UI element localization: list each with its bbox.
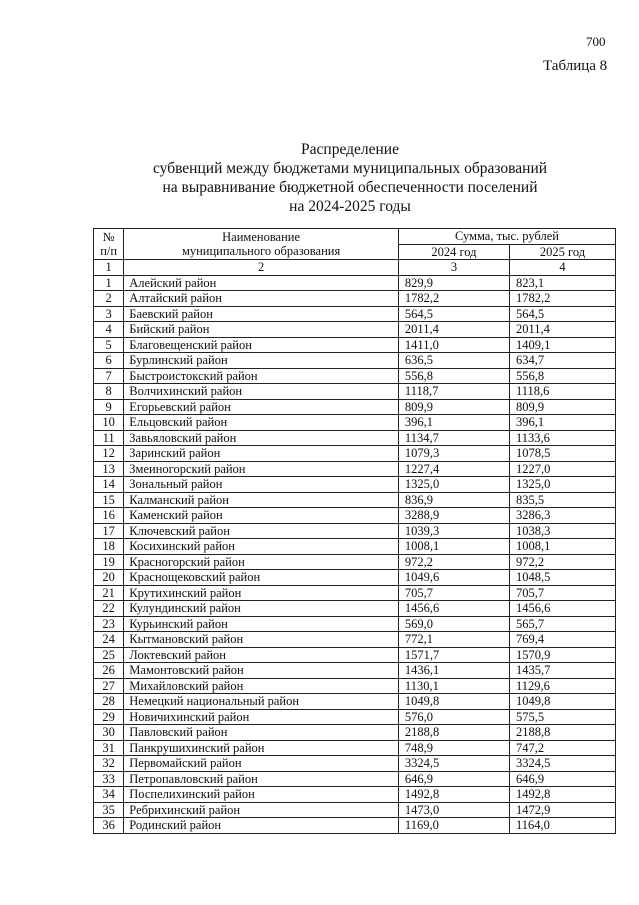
- municipality-name: Заринский район: [124, 446, 399, 462]
- municipality-name: Поспелихинский район: [124, 787, 399, 803]
- amount-2024: 2011,4: [398, 322, 509, 338]
- table-row: [94, 663, 616, 679]
- municipality-name: Змеиногорский район: [124, 461, 399, 477]
- table-row: [94, 399, 616, 415]
- table-row: [94, 601, 616, 617]
- header-number-line2: п/п: [100, 244, 118, 258]
- amount-2024: 748,9: [398, 740, 509, 756]
- amount-2024: 396,1: [398, 415, 509, 431]
- amount-2025: 1782,2: [509, 291, 615, 307]
- amount-2025: 564,5: [509, 306, 615, 322]
- row-number: 33: [94, 771, 124, 787]
- title-line: субвенций между бюджетами муниципальных образований: [152, 160, 548, 177]
- municipality-name: Егорьевский район: [124, 399, 399, 415]
- amount-2025: 1133,6: [509, 430, 615, 446]
- amount-2025: 769,4: [509, 632, 615, 648]
- table-row: [94, 430, 616, 446]
- amount-2024: 1411,0: [398, 337, 509, 353]
- amount-2024: 809,9: [398, 399, 509, 415]
- amount-2024: 1079,3: [398, 446, 509, 462]
- amount-2025: 1227,0: [509, 461, 615, 477]
- amount-2025: 1456,6: [509, 601, 615, 617]
- municipality-name: Первомайский район: [124, 756, 399, 772]
- amount-2025: 1078,5: [509, 446, 615, 462]
- header-name-line2: муниципального образования: [181, 244, 341, 258]
- row-number: 26: [94, 663, 124, 679]
- row-number: 2: [94, 291, 124, 307]
- header-name: [124, 229, 399, 260]
- table-row: [94, 539, 616, 555]
- municipality-name: Локтевский район: [124, 647, 399, 663]
- amount-2024: 1169,0: [398, 818, 509, 834]
- row-number: 25: [94, 647, 124, 663]
- amount-2024: 1571,7: [398, 647, 509, 663]
- municipality-name: Краснощековский район: [124, 570, 399, 586]
- amount-2025: 396,1: [509, 415, 615, 431]
- table-row: [94, 523, 616, 539]
- table-row: [94, 725, 616, 741]
- amount-2025: 2188,8: [509, 725, 615, 741]
- amount-2025: 1570,9: [509, 647, 615, 663]
- row-number: 20: [94, 570, 124, 586]
- amount-2025: 835,5: [509, 492, 615, 508]
- table-row: [94, 570, 616, 586]
- table-row: [94, 694, 616, 710]
- amount-2025: 823,1: [509, 275, 615, 291]
- amount-2025: 809,9: [509, 399, 615, 415]
- column-number: 1: [94, 260, 124, 276]
- row-number: 13: [94, 461, 124, 477]
- amount-2024: 1049,8: [398, 694, 509, 710]
- table-row: [94, 818, 616, 834]
- table-row: [94, 616, 616, 632]
- row-number: 19: [94, 554, 124, 570]
- row-number: 29: [94, 709, 124, 725]
- table-header: [94, 229, 616, 276]
- subvention-table: [93, 228, 616, 834]
- title-line: Распределение: [301, 141, 399, 158]
- amount-2024: 1456,6: [398, 601, 509, 617]
- municipality-name: Алтайский район: [124, 291, 399, 307]
- municipality-name: Бийский район: [124, 322, 399, 338]
- amount-2025: 1164,0: [509, 818, 615, 834]
- header-year-2024: 2024 год: [398, 244, 509, 260]
- row-number: 1: [94, 275, 124, 291]
- amount-2024: 1134,7: [398, 430, 509, 446]
- municipality-name: Баевский район: [124, 306, 399, 322]
- table-row: [94, 275, 616, 291]
- row-number: 27: [94, 678, 124, 694]
- amount-2024: 972,2: [398, 554, 509, 570]
- table-row: [94, 554, 616, 570]
- municipality-name: Каменский район: [124, 508, 399, 524]
- table-row: [94, 632, 616, 648]
- municipality-name: Панкрушихинский район: [124, 740, 399, 756]
- municipality-name: Волчихинский район: [124, 384, 399, 400]
- municipality-name: Бурлинский район: [124, 353, 399, 369]
- table-row: [94, 508, 616, 524]
- municipality-name: Михайловский район: [124, 678, 399, 694]
- page-number: 700: [586, 34, 606, 49]
- table-row: [94, 709, 616, 725]
- row-number: 9: [94, 399, 124, 415]
- municipality-name: Косихинский район: [124, 539, 399, 555]
- row-number: 12: [94, 446, 124, 462]
- municipality-name: Немецкий национальный район: [124, 694, 399, 710]
- amount-2024: 772,1: [398, 632, 509, 648]
- amount-2024: 3288,9: [398, 508, 509, 524]
- municipality-name: Завьяловский район: [124, 430, 399, 446]
- table-row: [94, 306, 616, 322]
- row-number: 7: [94, 368, 124, 384]
- municipality-name: Кытмановский район: [124, 632, 399, 648]
- amount-2025: 1008,1: [509, 539, 615, 555]
- amount-2025: 1409,1: [509, 337, 615, 353]
- header-year-2025: 2025 год: [509, 244, 615, 260]
- table-row: [94, 337, 616, 353]
- amount-2024: 564,5: [398, 306, 509, 322]
- amount-2025: 1492,8: [509, 787, 615, 803]
- amount-2024: 1492,8: [398, 787, 509, 803]
- row-number: 34: [94, 787, 124, 803]
- amount-2025: 1435,7: [509, 663, 615, 679]
- header-name-line1: Наименование: [222, 229, 301, 244]
- row-number: 6: [94, 353, 124, 369]
- row-number: 8: [94, 384, 124, 400]
- amount-2025: 1118,6: [509, 384, 615, 400]
- amount-2025: 1038,3: [509, 523, 615, 539]
- municipality-name: Алейский район: [124, 275, 399, 291]
- amount-2025: 1325,0: [509, 477, 615, 493]
- municipality-name: Павловский район: [124, 725, 399, 741]
- municipality-name: Новичихинский район: [124, 709, 399, 725]
- table-row: [94, 415, 616, 431]
- amount-2024: 1008,1: [398, 539, 509, 555]
- municipality-name: Крутихинский район: [124, 585, 399, 601]
- amount-2025: 972,2: [509, 554, 615, 570]
- amount-2024: 836,9: [398, 492, 509, 508]
- amount-2025: 705,7: [509, 585, 615, 601]
- row-number: 14: [94, 477, 124, 493]
- header-sum: Сумма, тыс. рублей: [398, 229, 615, 245]
- amount-2025: 565,7: [509, 616, 615, 632]
- municipality-name: Зональный район: [124, 477, 399, 493]
- header-number-line1: №: [102, 229, 115, 244]
- column-number: 4: [509, 260, 615, 276]
- municipality-name: Родинский район: [124, 818, 399, 834]
- amount-2024: 1325,0: [398, 477, 509, 493]
- amount-2025: 1472,9: [509, 802, 615, 818]
- amount-2024: 2188,8: [398, 725, 509, 741]
- table-row: [94, 647, 616, 663]
- amount-2025: 1048,5: [509, 570, 615, 586]
- row-number: 24: [94, 632, 124, 648]
- amount-2024: 1118,7: [398, 384, 509, 400]
- amount-2024: 576,0: [398, 709, 509, 725]
- table-row: [94, 477, 616, 493]
- table-row: [94, 446, 616, 462]
- amount-2024: 1473,0: [398, 802, 509, 818]
- table-row: [94, 756, 616, 772]
- amount-2025: 1049,8: [509, 694, 615, 710]
- row-number: 35: [94, 802, 124, 818]
- table-row: [94, 787, 616, 803]
- title-line: на выравнивание бюджетной обеспеченности поселений: [162, 179, 538, 196]
- amount-2024: 1039,3: [398, 523, 509, 539]
- row-number: 32: [94, 756, 124, 772]
- table-row: [94, 771, 616, 787]
- row-number: 3: [94, 306, 124, 322]
- table-row: [94, 678, 616, 694]
- municipality-name: Благовещенский район: [124, 337, 399, 353]
- municipality-name: Кулундинский район: [124, 601, 399, 617]
- row-number: 30: [94, 725, 124, 741]
- amount-2025: 556,8: [509, 368, 615, 384]
- amount-2024: 1436,1: [398, 663, 509, 679]
- amount-2024: 556,8: [398, 368, 509, 384]
- row-number: 4: [94, 322, 124, 338]
- municipality-name: Петропавловский район: [124, 771, 399, 787]
- amount-2024: 1130,1: [398, 678, 509, 694]
- amount-2024: 1227,4: [398, 461, 509, 477]
- municipality-name: Ребрихинский район: [124, 802, 399, 818]
- row-number: 23: [94, 616, 124, 632]
- table-row: [94, 461, 616, 477]
- title-line: на 2024-2025 годы: [289, 198, 411, 215]
- amount-2025: 2011,4: [509, 322, 615, 338]
- table-row: [94, 322, 616, 338]
- table-label: Таблица 8: [543, 58, 608, 74]
- row-number: 5: [94, 337, 124, 353]
- municipality-name: Курьинский район: [124, 616, 399, 632]
- municipality-name: Красногорский район: [124, 554, 399, 570]
- document-title: [95, 140, 605, 216]
- row-number: 11: [94, 430, 124, 446]
- amount-2024: 1049,6: [398, 570, 509, 586]
- table-row: [94, 368, 616, 384]
- amount-2025: 646,9: [509, 771, 615, 787]
- table-row: [94, 353, 616, 369]
- row-number: 15: [94, 492, 124, 508]
- amount-2025: 747,2: [509, 740, 615, 756]
- municipality-name: Калманский район: [124, 492, 399, 508]
- column-number: 3: [398, 260, 509, 276]
- row-number: 17: [94, 523, 124, 539]
- amount-2025: 3324,5: [509, 756, 615, 772]
- row-number: 21: [94, 585, 124, 601]
- municipality-name: Мамонтовский район: [124, 663, 399, 679]
- table-row: [94, 384, 616, 400]
- municipality-name: Ельцовский район: [124, 415, 399, 431]
- amount-2025: 1129,6: [509, 678, 615, 694]
- table-row: [94, 740, 616, 756]
- table-row: [94, 291, 616, 307]
- amount-2025: 634,7: [509, 353, 615, 369]
- amount-2025: 575,5: [509, 709, 615, 725]
- row-number: 16: [94, 508, 124, 524]
- amount-2024: 569,0: [398, 616, 509, 632]
- amount-2024: 829,9: [398, 275, 509, 291]
- amount-2024: 705,7: [398, 585, 509, 601]
- row-number: 36: [94, 818, 124, 834]
- column-number: 2: [124, 260, 399, 276]
- amount-2024: 646,9: [398, 771, 509, 787]
- row-number: 18: [94, 539, 124, 555]
- municipality-name: Быстроистокский район: [124, 368, 399, 384]
- amount-2024: 636,5: [398, 353, 509, 369]
- amount-2024: 1782,2: [398, 291, 509, 307]
- amount-2024: 3324,5: [398, 756, 509, 772]
- amount-2025: 3286,3: [509, 508, 615, 524]
- row-number: 10: [94, 415, 124, 431]
- row-number: 31: [94, 740, 124, 756]
- table-body: [94, 275, 616, 833]
- municipality-name: Ключевский район: [124, 523, 399, 539]
- header-number: [94, 229, 124, 260]
- table-row: [94, 802, 616, 818]
- table-row: [94, 492, 616, 508]
- table-row: [94, 585, 616, 601]
- row-number: 22: [94, 601, 124, 617]
- row-number: 28: [94, 694, 124, 710]
